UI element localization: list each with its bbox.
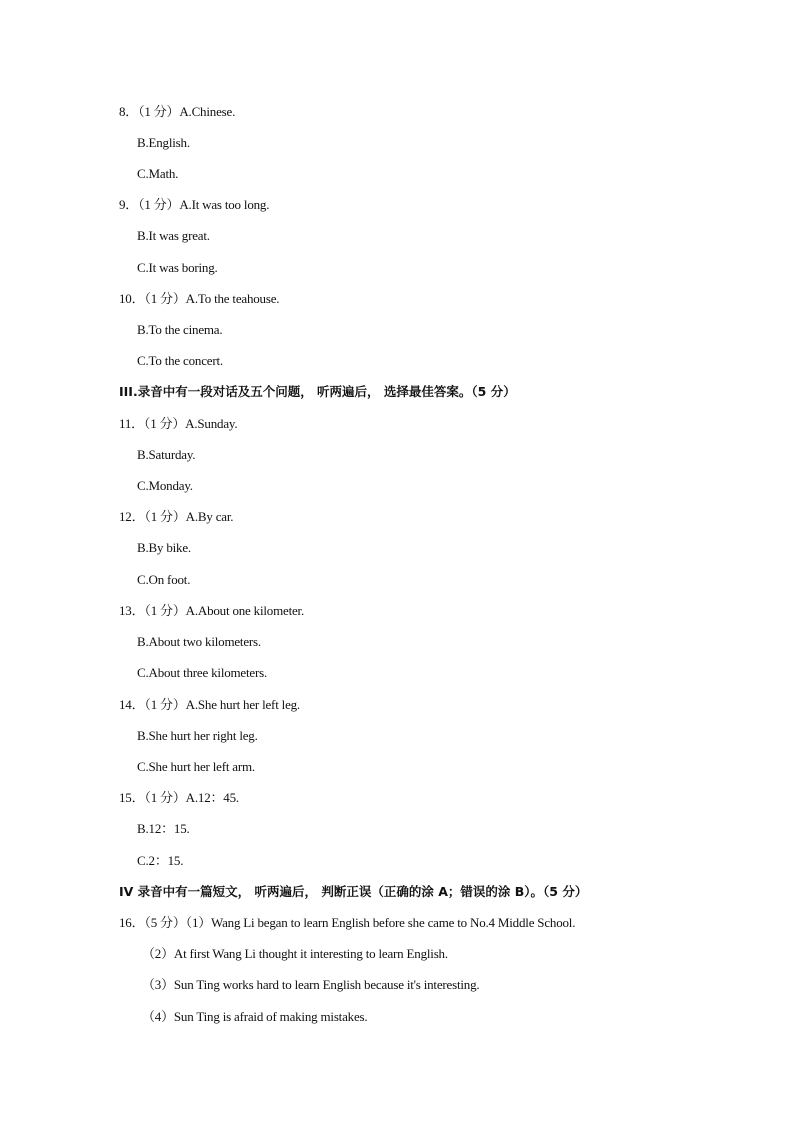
question-15-option-b: B.12：15. [137, 821, 190, 836]
question-14-option-a: 14．（1 分）A.She hurt her left leg. [119, 697, 300, 712]
question-10-option-b: B.To the cinema. [137, 322, 223, 337]
question-9-option-c: C.It was boring. [137, 260, 218, 275]
question-8-option-a: 8．（1 分）A.Chinese. [119, 104, 236, 119]
question-16-statement-4: （4）Sun Ting is afraid of making mistakes. [142, 1009, 368, 1024]
question-16-statement-1: 16．（5 分）（1）Wang Li began to learn English before she came to No.4 Middle School. [119, 915, 576, 930]
question-15-option-c: C.2：15. [137, 853, 184, 868]
question-10-option-a: 10．（1 分）A.To the teahouse. [119, 291, 280, 306]
question-14-option-c: C.She hurt her left arm. [137, 759, 255, 774]
question-13-option-b: B.About two kilometers. [137, 634, 261, 649]
question-15-option-a: 15．（1 分）A.12：45. [119, 790, 239, 805]
question-16-statement-2: （2）At first Wang Li thought it interesting to learn English. [142, 946, 448, 961]
question-13-option-a: 13．（1 分）A.About one kilometer. [119, 603, 305, 618]
question-12-option-a: 12．（1 分）A.By car. [119, 509, 234, 524]
question-8-option-c: C.Math. [137, 166, 179, 181]
question-14-option-b: B.She hurt her right leg. [137, 728, 258, 743]
question-11-option-c: C.Monday. [137, 478, 193, 493]
question-13-option-c: C.About three kilometers. [137, 665, 268, 680]
question-9-option-a: 9．（1 分）A.It was too long. [119, 197, 270, 212]
question-11-option-a: 11．（1 分）A.Sunday. [119, 416, 238, 431]
question-12-option-c: C.On foot. [137, 572, 191, 587]
question-11-option-b: B.Saturday. [137, 447, 196, 462]
question-10-option-c: C.To the concert. [137, 353, 223, 368]
question-12-option-b: B.By bike. [137, 540, 191, 555]
question-9-option-b: B.It was great. [137, 228, 210, 243]
question-8-option-b: B.English. [137, 135, 190, 150]
question-16-statement-3: （3）Sun Ting works hard to learn English because it's interesting. [142, 977, 480, 992]
section-iii-heading: III.录音中有一段对话及五个问题， 听两遍后， 选择最佳答案。（5 分） [119, 384, 516, 399]
section-iv-heading: IV 录音中有一篇短文， 听两遍后， 判断正误（正确的涂 A；错误的涂 B）。（5 分） [119, 884, 588, 899]
